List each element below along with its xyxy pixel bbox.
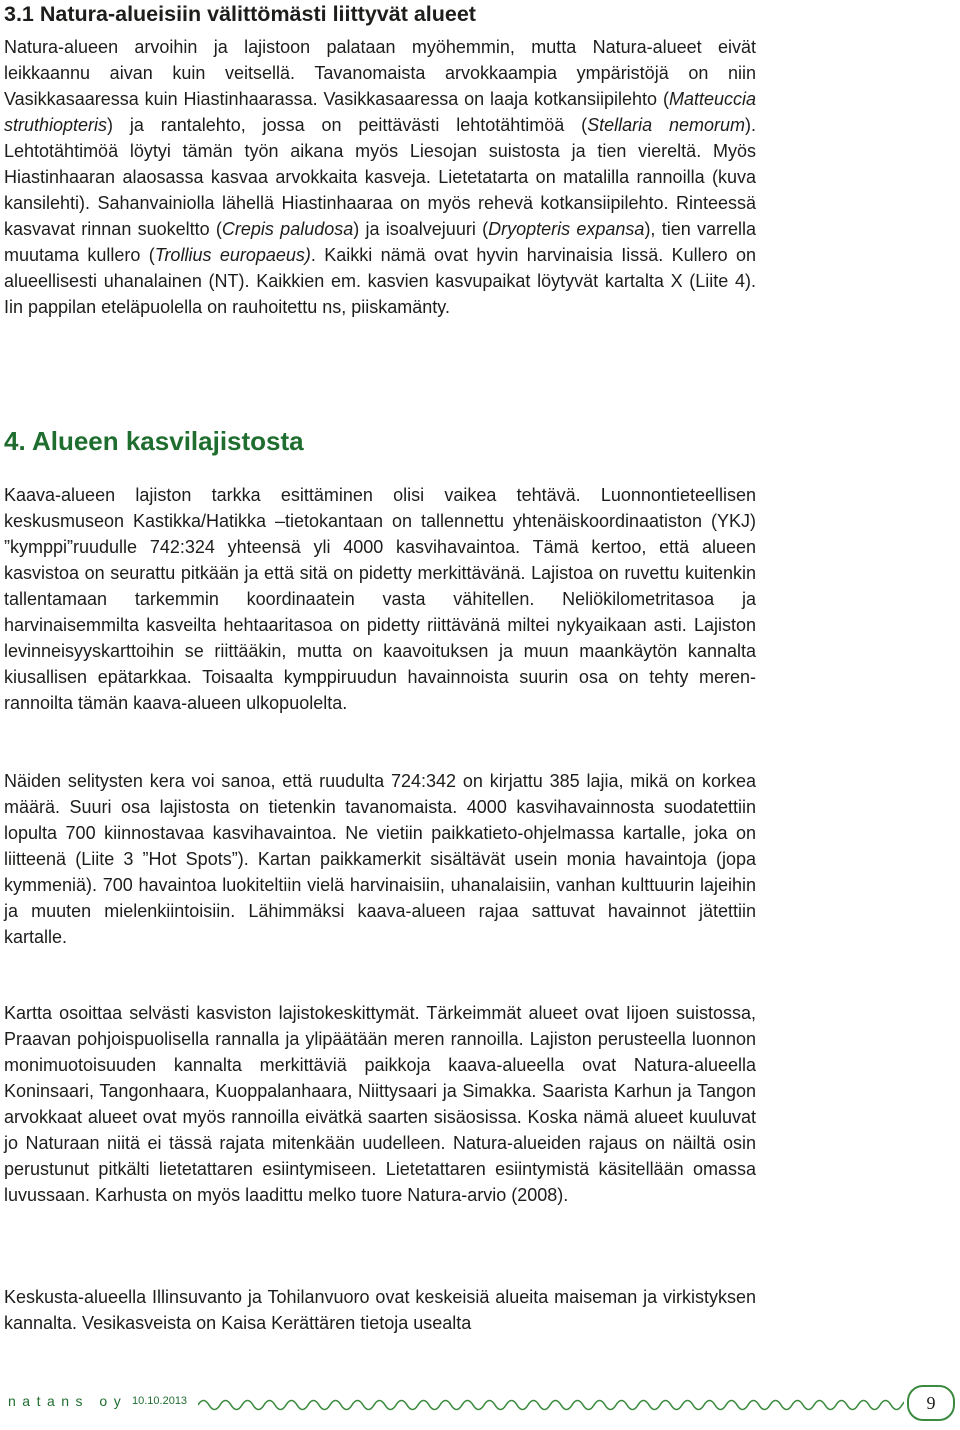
paragraph-map-concentrations: Kartta osoittaa selvästi kasviston lajistokeskittymät. Tärkeimmät alueet ovat Iijoen suistossa, Praavan pohjoispuolisella rannalla ja ylipäätään meren rannoilla. Lajiston perusteella luonnon monimuotoisuuden kannalta merkittäviä paikkoja kaava-alueella ovat Natura-alueella Koninsaari, Tangonhaara, Kuoppalanhaara, Niittysaari ja Simakka. Saarista Karhun ja Tangon arvokkaat alueet ovat myös rannoilla eivätkä saarten sisäosissa. Koska nämä alueet kuuluvat jo Naturaan niitä ei tässä rajata mitenkään uudelleen. Natura-alueiden rajaus on näiltä osin perustunut pitkälti lietetattaren esiintymiseen. Lietetattaren esiintymistä käsitellään omassa luvussaan. Karhusta on myös laadittu melko tuore Natura-arvio (2008).: [4, 1003, 756, 1205]
paragraph-species-count: Näiden selitysten kera voi sanoa, että ruudulta 724:342 on kirjattu 385 lajia, mikä on korkea määrä. Suuri osa lajistosta on tietenkin tavanomaista. 4000 kasvihavainnosta suodatettiin lopulta 700 kiinnostavaa kasvihavaintoa. Ne vietiin paikkatieto-ohjelmassa kartalle, joka on liitteenä (Liite 3 ”Hot Spots”). Kartan paikkamerkit sisältävät usein monia havaintoja (jopa kymmeniä). 700 havaintoa luokiteltiin vielä harvinaisiin, uhanalaisiin, vanhan kulttuurin lajeihin ja muuten mielenkiintoisiin. Lähimmäksi kaava-alueen rajaa sattuvat havainnot jätettiin kartalle.: [4, 771, 756, 947]
paragraph-natura-adjacent: [4, 34, 756, 320]
page-footer: [0, 1382, 960, 1430]
species-name: Crepis paludosa: [221, 219, 354, 239]
footer-brand: natans oy: [8, 1393, 128, 1409]
text-run: ) ja isoalvejuuri (: [353, 219, 489, 239]
species-name: Matteuccia struthiopteris: [4, 89, 756, 135]
page-number-text: 9: [926, 1392, 936, 1413]
chapter-heading: 4. Alueen kasvilajistosta: [4, 426, 304, 456]
text-run: ) ja rantalehto, jossa on peittävästi lehtotähtimöä (: [107, 115, 588, 135]
paragraph-center-area: Keskusta-alueella Illinsuvanto ja Tohilanvuoro ovat keskeisiä alueita maiseman ja virkistyksen kannalta. Vesikasveista on Kaisa Kerättären tietoja usealta: [4, 1287, 756, 1333]
paragraph-flora-intro: Kaava-alueen lajiston tarkka esittäminen olisi vaikea tehtävä. Luonnontieteellisen keskusmuseon Kastikka/Hatikka –tietokantaan on tallennettu yhtenäiskoordinaatiston (YKJ) ”kymppi”ruudulle 742:324 yhteensä yli 4000 kasvihavaintoa. Tämä kertoo, että alueen kasvistoa on seurattu pitkään ja että sitä on pidetty merkittävänä. Lajistoa on ruvettu kuitenkin tallentamaan tarkemmin koordinaatein vasta vähitellen. Neliökilometritasoa ja harvinaisemmilta kasveilta hehtaaritasoa on pidetty riittävänä miltei nykyaikaan asti. Lajiston levinneisyyskarttoihin se riittääkin, mutta on kaavoituksen ja muun maankäytön kannalta kiusallisen epätarkkaa. Toisaalta kymppiruudun havainnoista suurin osa on tehty merenrannoilta tämän kaava-alueen ulkopuolelta.: [4, 485, 756, 713]
species-name: Dryopteris expansa: [488, 219, 645, 239]
text-run: ). Lehtotähtimöä löytyi tämän työn aikana myös Liesojan suistosta ja tien viereltä. Myös Hiastinhaaran alaosassa kasvaa arvokkaita kasveja. Lietetatarta on matalilla rannoilla (kuva kansilehti). Sahanvainiolla lähellä Hiastinhaaraa on myös rehevä kotkansiipilehto. Rinteessä kasvavat rinnan suokeltto (: [4, 115, 756, 239]
section-heading: 3.1 Natura-alueisiin välittömästi liittyvät alueet: [4, 2, 476, 26]
document-page: [4, 0, 756, 1333]
wave-decoration-icon: [198, 1388, 904, 1422]
text-run: ), tien varrella muutama kullero (: [4, 219, 756, 265]
footer-date: 10.10.2013: [132, 1395, 188, 1407]
text-run: . Kaikki nämä ovat hyvin harvinaisia Iissä. Kullero on alueellisesti uhanalainen (NT). Kaikkien em. kasvien kasvupaikat löytyvät kartalta X (Liite 4). Iin pappilan eteläpuolella on rauhoitettu ns, piiskamänty.: [4, 245, 756, 317]
page-number: [907, 1385, 955, 1421]
species-name: Trollius europaeus): [154, 245, 311, 265]
text-run: Natura-alueen arvoihin ja lajistoon palataan myöhemmin, mutta Natura-alueet eivät leikkaannu aivan kuin veitsellä. Tavanomaista arvokkaampia ympäristöjä on niin Vasikkasaaressa kuin Hiastinhaarassa. Vasikkasaaressa on laaja kotkansiipilehto (: [4, 37, 756, 109]
species-name: Stellaria nemorum: [587, 115, 745, 135]
